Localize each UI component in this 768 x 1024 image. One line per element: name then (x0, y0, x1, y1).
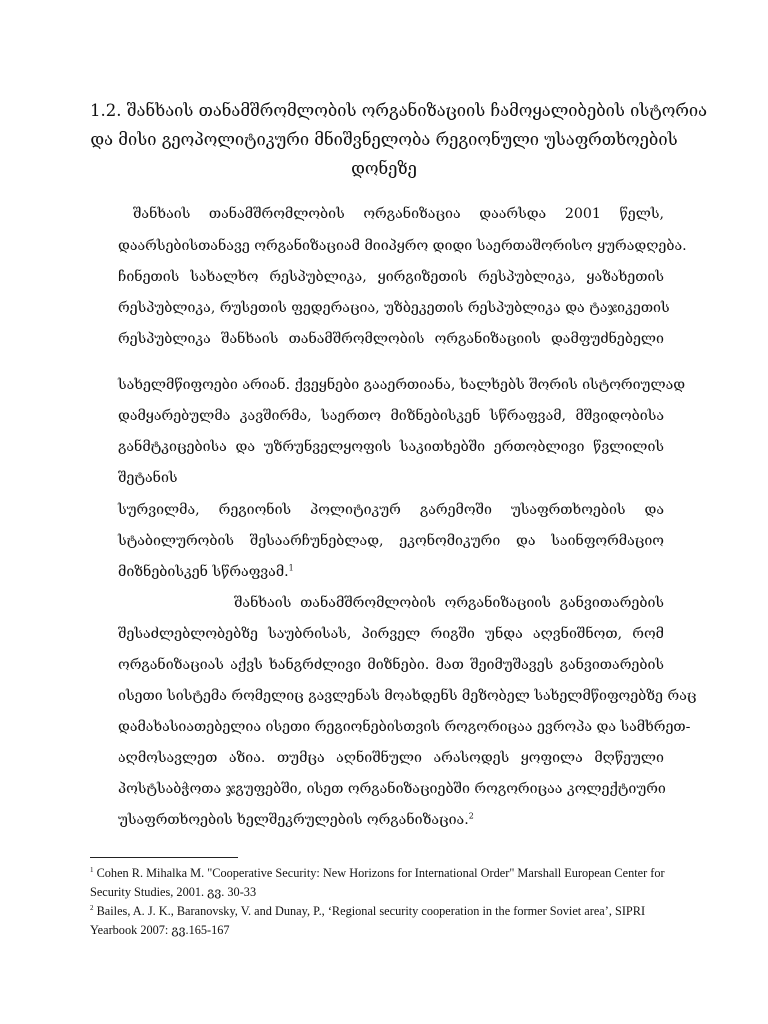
heading-line: და მისი გეოპოლიტიკური მნიშვნელობა რეგიონული უსაფრთხოების (90, 130, 678, 149)
footnote-text: Cohen R. Mihalka M. "Cooperative Security: New Horizons for International Order" Marshall European Center for Security Studies, 2001. გვ. 30-33 (90, 866, 665, 899)
body-line: შანხაის თანამშრომლობის ორგანიზაციის განვითარების (234, 595, 664, 611)
body-line: შანხაის თანამშრომლობის ორგანიზაცია დაარსდა 2001 წელს, (133, 206, 664, 222)
body-line: ჩინეთის სახალხო რესპუბლიკა, ყირგიზეთის რესპუბლიკა, ყაზახეთის (118, 269, 664, 285)
body-line: სურვილმა, რეგიონის პოლიტიკურ გარემოში უსაფრთხოების და (118, 502, 664, 518)
body-line: შეტანის (118, 470, 178, 486)
body-line: რესპუბლიკა, რუსეთის ფედერაცია, უზბეკეთის რესპუბლიკა და ტაჯიკეთის (118, 300, 670, 316)
body-line: დამახასიათებელია ისეთი რეგიონებისთვის როგორიცაა ევროპა და სამხრეთ- (118, 719, 691, 735)
body-line: აღმოსავლეთ აზია. თუმცა აღნიშნული არასოდეს ყოფილა მღწეული (118, 750, 664, 766)
body-line: სტაბილურობის შესაარჩუნებლად, ეკონომიკური და საინფორმაციო (118, 533, 664, 549)
body-line: პოსტსაბჭოთა ჯგუფებში, ისეთ ორგანიზაციებში როგორიცაა კოლექტიური (118, 781, 666, 797)
footnote-number: 2 (90, 903, 94, 912)
body-line: დამყარებულმა კავშირმა, საერთო მიზნებისკენ სწრაფვამ, მშვიდობისა (118, 408, 664, 424)
footnote-number: 1 (90, 865, 94, 874)
body-line-text: უსაფრთხოების ხელშეკრულების ორგანიზაცია. (118, 812, 469, 828)
body-line: რესპუბლიკა შანხაის თანამშრომლობის ორგანიზაციის დამფუძნებელი (118, 331, 664, 347)
body-line (118, 810, 664, 830)
footnote (90, 902, 678, 940)
footnote (90, 864, 678, 902)
body-line: ორგანიზაციას აქვს ხანგრძლივი მიზნები. მათ შეიმუშავეს განვითარების (118, 657, 664, 673)
body-line-text: მიზნებისკენ სწრაფვამ. (118, 564, 289, 580)
body-line: დაარსებისთანავე ორგანიზაციამ მიიპყრო დიდი საერთაშორისო ყურადღება. (118, 238, 687, 254)
body-line (118, 562, 664, 582)
heading-line: დონეზე (351, 159, 417, 178)
footnote-separator (90, 857, 238, 858)
body-line: შესაძლებლობებზე საუბრისას, პირველ რიგში უნდა აღვნიშნოთ, რომ (118, 626, 664, 642)
body-line: განმტკიცებისა და უზრუნველყოფის საკითხებში ერთობლივი წვლილის (118, 439, 664, 455)
body-line: სახელმწიფოები არიან. ქვეყნები გააერთიანა, ხალხებს შორის ისტორიულად (118, 377, 686, 393)
heading-line: 1.2. შანხაის თანამშრომლობის ორგანიზაციის ჩამოყალიბების ისტორია (90, 101, 708, 120)
body-line: ისეთი სისტემა რომელიც გავლენას მოახდენს მეზობელ სახელმწიფოებზე რაც (118, 688, 697, 704)
footnote-text: Bailes, A. J. K., Baranovsky, V. and Dunay, P., ‘Regional security cooperation in the former Soviet area’, SIPRI Yearbook 2007: გვ.165-167 (90, 904, 646, 937)
footnote-mark: 2 (468, 811, 474, 821)
footnote-mark: 1 (288, 563, 294, 573)
section-heading (90, 96, 708, 183)
